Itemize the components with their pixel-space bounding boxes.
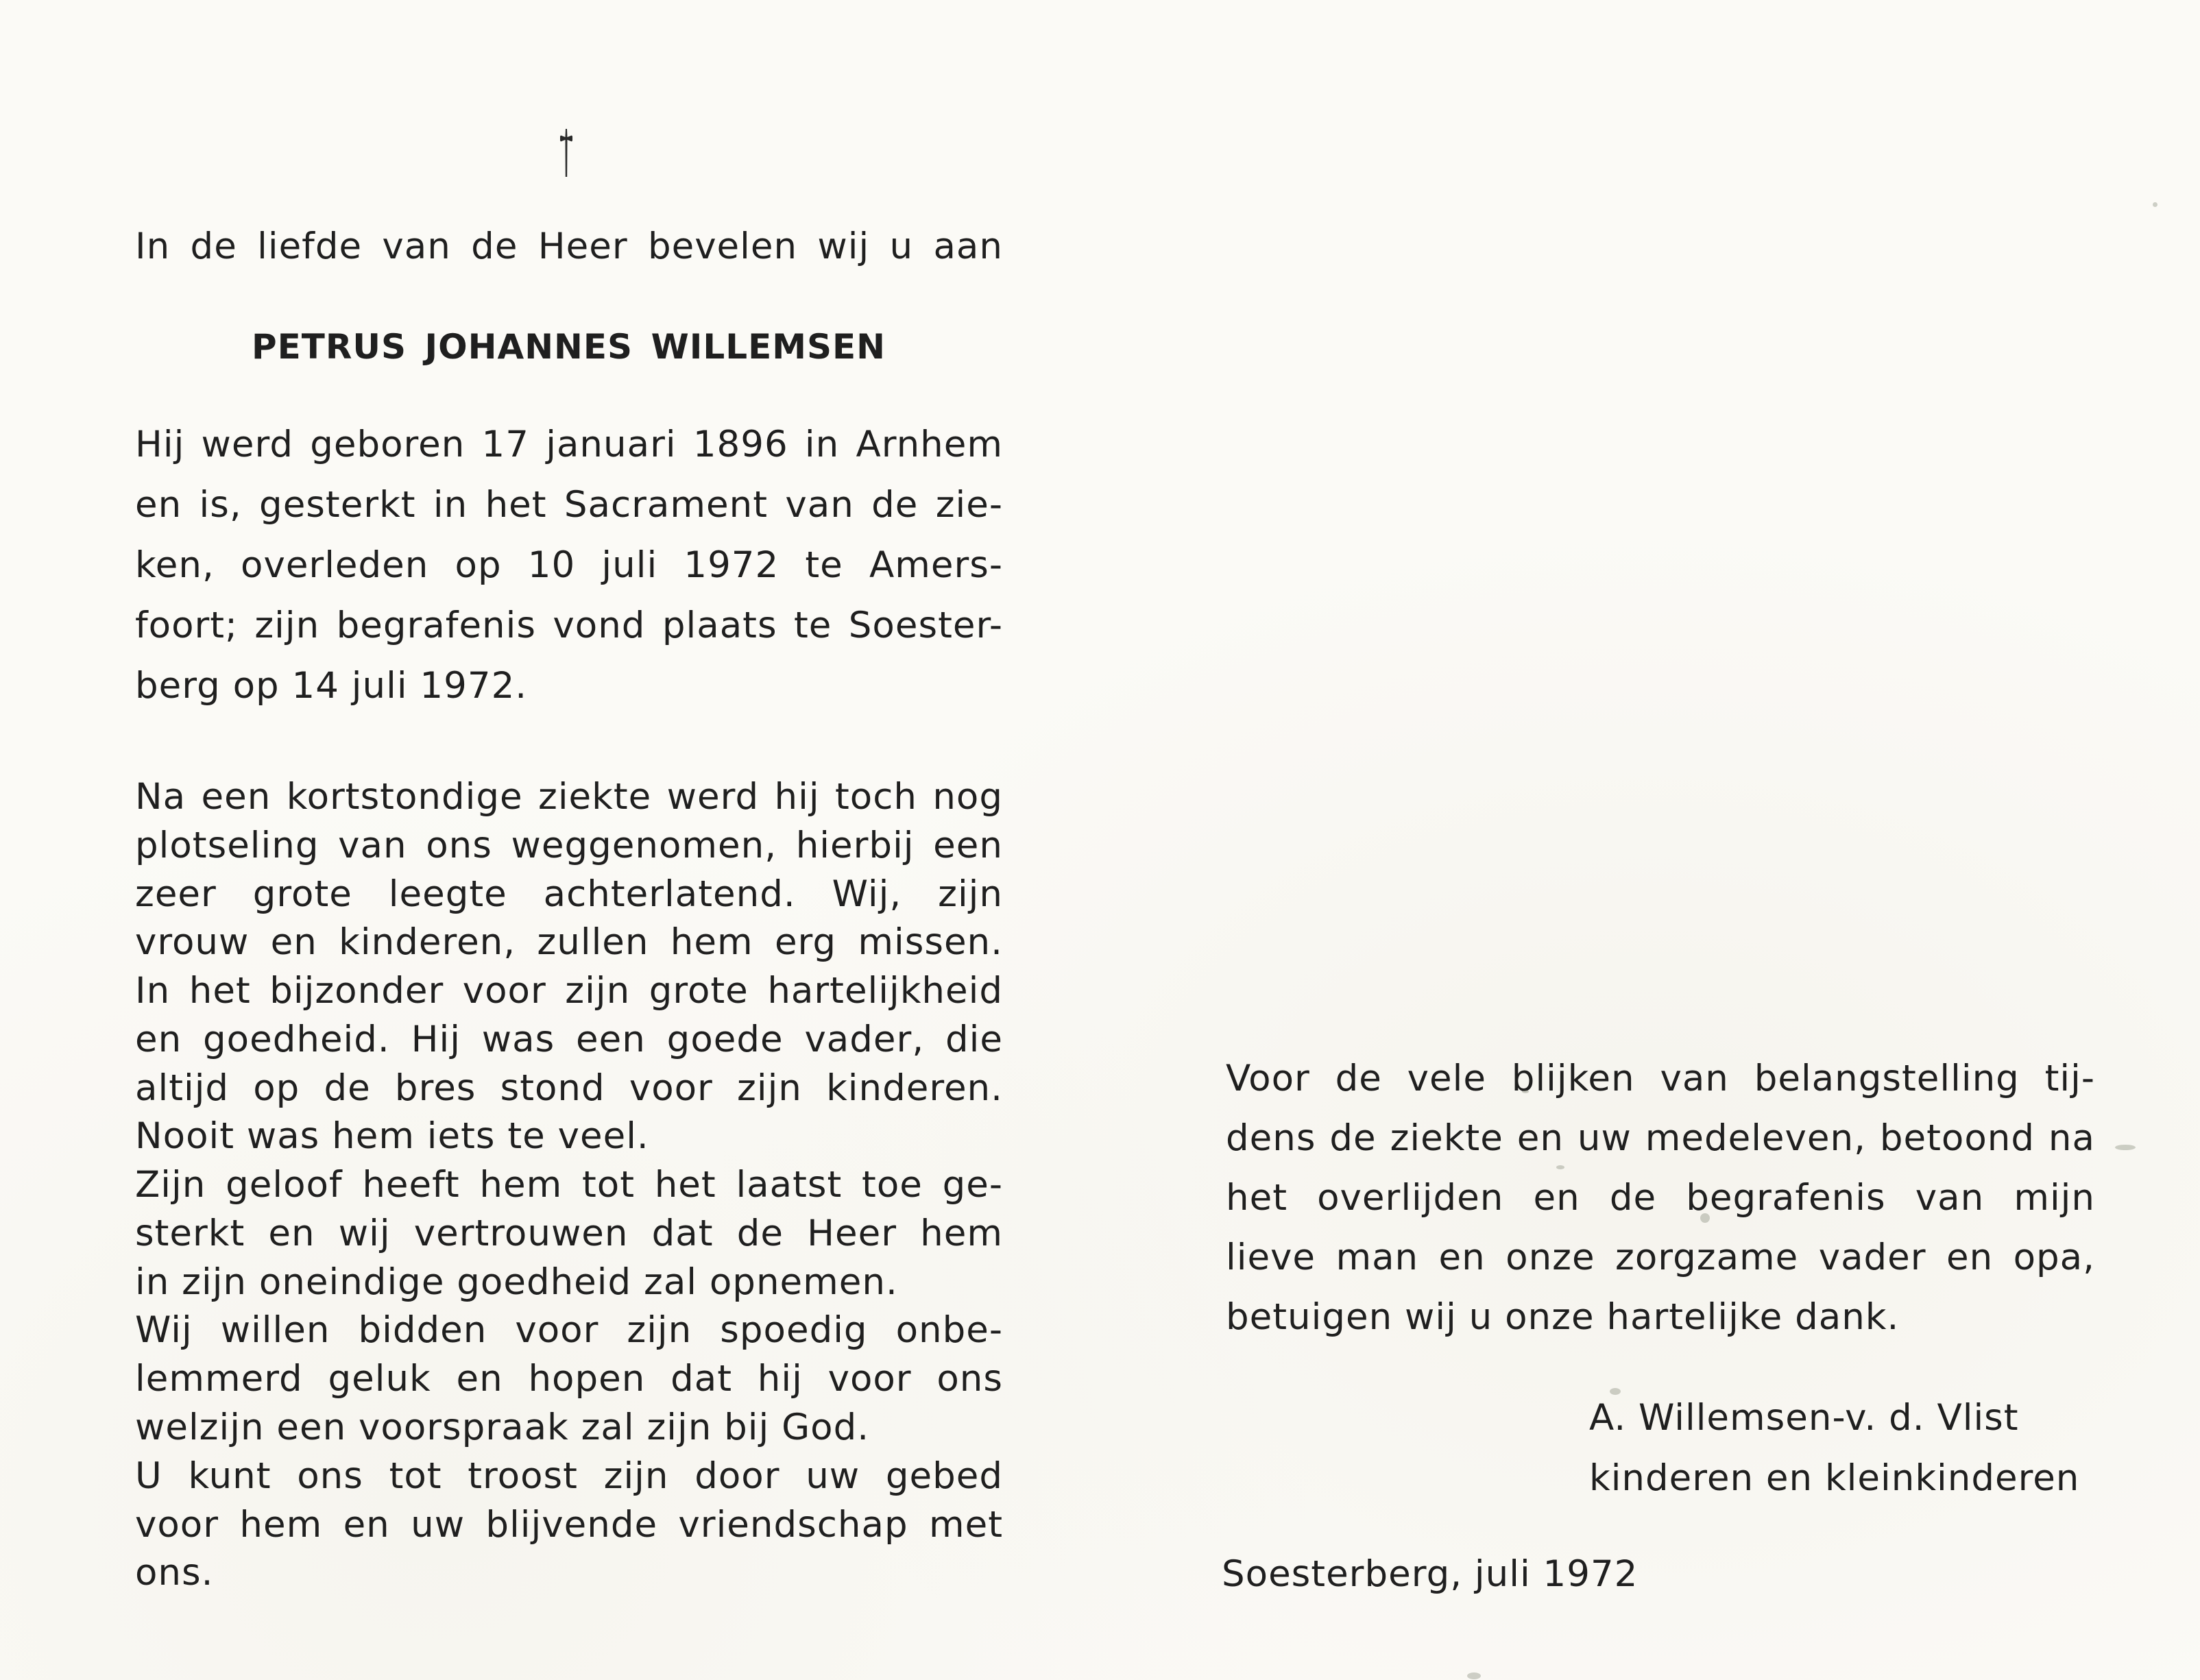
cross-icon bbox=[551, 129, 581, 178]
paper-speck bbox=[1700, 1213, 1710, 1223]
biography-line: berg op 14 juli 1972. bbox=[135, 665, 528, 707]
biography-line: ken, overleden op 10 juli 1972 te Amers- bbox=[135, 545, 1003, 586]
deceased-name: PETRUS JOHANNES WILLEMSEN bbox=[252, 327, 886, 367]
paper-speck bbox=[1522, 1090, 1529, 1093]
memorial-line: voor hem en uw blijvende vriendschap met bbox=[135, 1505, 1003, 1546]
biography-line: en is, gesterkt in het Sacrament van de zie- bbox=[135, 485, 1003, 526]
paper-speck bbox=[2153, 202, 2157, 207]
paper-speck bbox=[1467, 1672, 1481, 1679]
memorial-line: zeer grote leegte achterlatend. Wij, zijn bbox=[135, 874, 1003, 915]
memorial-line: Nooit was hem iets te veel. bbox=[135, 1115, 649, 1157]
memorial-line: U kunt ons tot troost zijn door uw gebed bbox=[135, 1456, 1003, 1497]
place-date: Soesterberg, juli 1972 bbox=[1222, 1553, 1639, 1595]
thanks-line: het overlijden en de begrafenis van mijn bbox=[1226, 1178, 2095, 1219]
biography-line: Hij werd geboren 17 januari 1896 in Arnhem bbox=[135, 424, 1003, 465]
intro-line: In de liefde van de Heer bevelen wij u aan bbox=[135, 226, 1003, 267]
paper-speck bbox=[1610, 1388, 1621, 1395]
memorial-line: lemmerd geluk en hopen dat hij voor ons bbox=[135, 1359, 1003, 1400]
memorial-line: Wij willen bidden voor zijn spoedig onbe- bbox=[135, 1310, 1003, 1351]
memorial-line: In het bijzonder voor zijn grote hartelijkheid bbox=[135, 971, 1003, 1012]
thanks-line: betuigen wij u onze hartelijke dank. bbox=[1226, 1296, 1900, 1338]
biography-line: foort; zijn begrafenis vond plaats te Soester- bbox=[135, 605, 1003, 646]
memorial-line: Na een kortstondige ziekte werd hij toch nog bbox=[135, 777, 1003, 818]
memorial-line: in zijn oneindige goedheid zal opnemen. bbox=[135, 1261, 898, 1303]
paper-speck bbox=[1556, 1165, 1564, 1169]
memorial-line: welzijn een voorspraak zal zijn bij God. bbox=[135, 1407, 870, 1448]
signature-line: kinderen en kleinkinderen bbox=[1589, 1457, 2080, 1499]
thanks-line: dens de ziekte en uw medeleven, betoond na bbox=[1226, 1118, 2095, 1159]
memorial-line: sterkt en wij vertrouwen dat de Heer hem bbox=[135, 1213, 1003, 1254]
memorial-line: altijd op de bres stond voor zijn kinderen. bbox=[135, 1068, 1003, 1109]
memorial-line: en goedheid. Hij was een goede vader, die bbox=[135, 1019, 1003, 1060]
memorial-line: Zijn geloof heeft hem tot het laatst toe ge- bbox=[135, 1165, 1003, 1206]
thanks-line: lieve man en onze zorgzame vader en opa, bbox=[1226, 1237, 2095, 1278]
memorial-line: plotseling van ons weggenomen, hierbij een bbox=[135, 825, 1003, 866]
memorial-line: ons. bbox=[135, 1552, 214, 1594]
thanks-line: Voor de vele blijken van belangstelling tij- bbox=[1226, 1058, 2095, 1099]
signature-line: A. Willemsen-v. d. Vlist bbox=[1589, 1397, 2019, 1439]
paper-speck bbox=[2115, 1145, 2136, 1150]
memorial-line: vrouw en kinderen, zullen hem erg missen. bbox=[135, 922, 1003, 963]
